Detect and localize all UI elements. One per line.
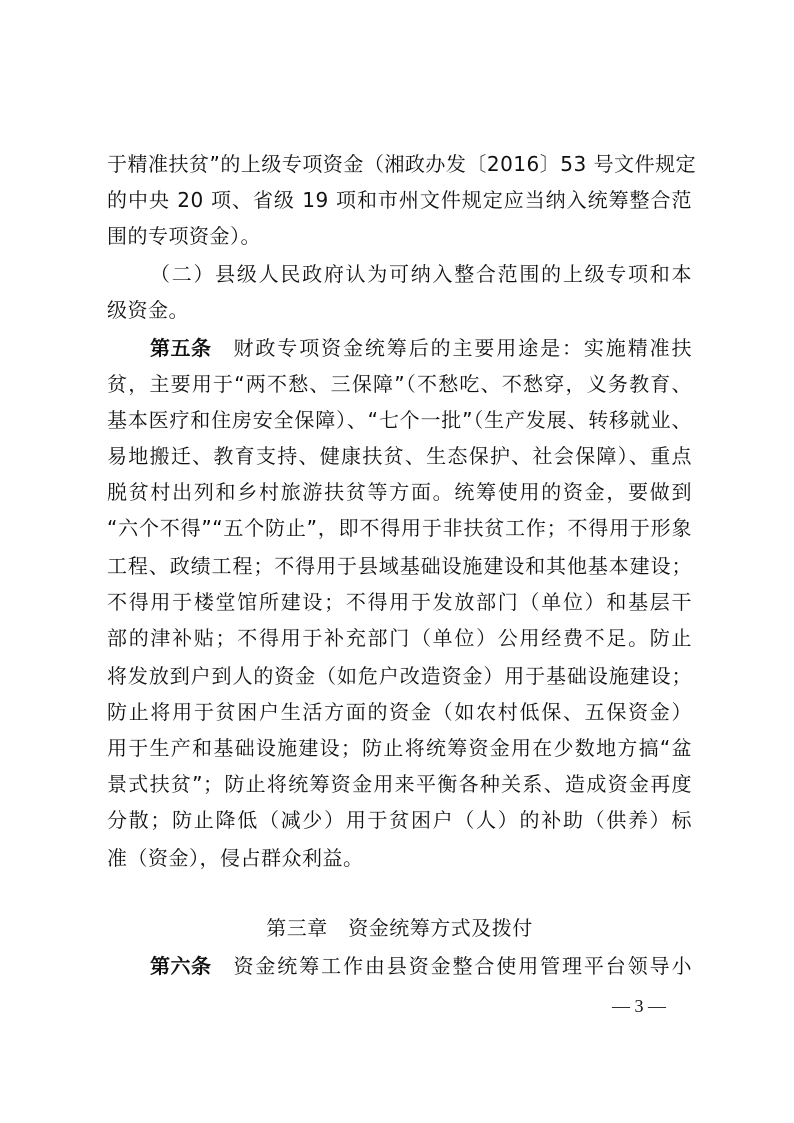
body-line: 工程、政绩工程；不得用于县域基础设施建设和其他基本建设； [107, 554, 692, 578]
article-6-label: 第六条 [150, 954, 212, 978]
body-line: 脱贫村出列和乡村旅游扶贫等方面。统筹使用的资金，要做到 [107, 480, 692, 504]
body-line: 的中央 20 项、省级 19 项和市州文件规定应当纳入统筹整合范 [107, 188, 692, 212]
article-6-heading-line [150, 948, 692, 984]
body-line: 准（资金），侵占群众利益。 [107, 846, 364, 870]
body-line: 将发放到户到人的资金（如危户改造资金）用于基础设施建设； [107, 664, 692, 688]
body-line: 部的津补贴；不得用于补充部门（单位）公用经费不足。防止 [107, 626, 692, 650]
body-line: 基本医疗和住房安全保障）、“七个一批”（生产发展、转移就业、 [107, 408, 692, 432]
body-line: 不得用于楼堂馆所建设；不得用于发放部门（单位）和基层干 [107, 590, 692, 614]
article-5-label: 第五条 [150, 336, 212, 360]
body-line: 防止将用于贫困户生活方面的资金（如农村低保、五保资金） [107, 700, 692, 724]
body-line: 级资金。 [107, 298, 189, 322]
article-5-heading-line [150, 330, 692, 366]
body-line: （二）县级人民政府认为可纳入整合范围的上级专项和本 [150, 262, 692, 286]
body-line: 围的专项资金）。 [107, 224, 261, 248]
body-line: 财政专项资金统筹后的主要用途是：实施精准扶 [233, 336, 692, 360]
body-line: 易地搬迁、教育支持、健康扶贫、生态保护、社会保障）、重点 [107, 444, 692, 468]
body-line: 分散；防止降低（减少）用于贫困户（人）的补助（供养）标 [107, 808, 692, 832]
body-line: 贫，主要用于“两不愁、三保障”（不愁吃、不愁穿，义务教育、 [107, 372, 692, 396]
body-line: 资金统筹工作由县资金整合使用管理平台领导小 [233, 954, 692, 978]
body-line: “六个不得”“五个防止”，即不得用于非扶贫工作；不得用于形象 [107, 516, 692, 540]
body-line: 景式扶贫”；防止将统筹资金用来平衡各种关系、造成资金再度 [107, 772, 692, 796]
chapter-title: 第三章 资金统筹方式及拨付 [266, 916, 533, 940]
page-number: — 3 — [612, 996, 666, 1016]
body-line: 用于生产和基础设施建设；防止将统筹资金用在少数地方搞“盆 [107, 736, 692, 760]
body-line: 于精准扶贫”的上级专项资金（湘政办发〔2016〕53 号文件规定 [107, 152, 697, 176]
